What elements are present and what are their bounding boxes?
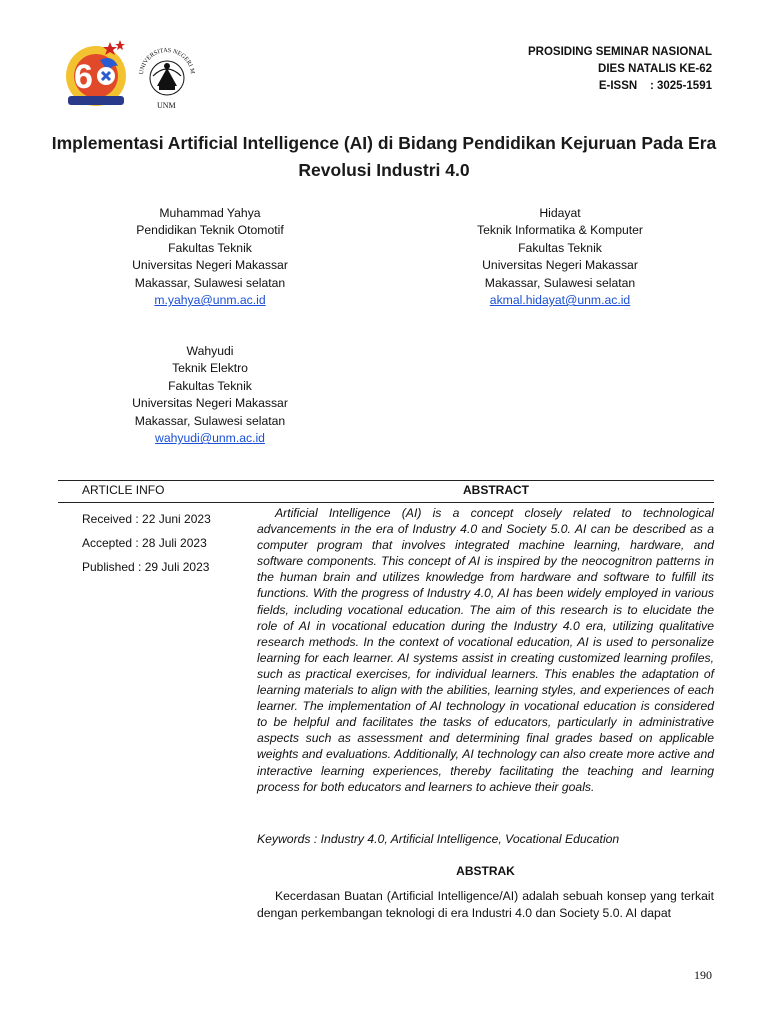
author-location: Makassar, Sulawesi selatan — [134, 413, 286, 428]
author-department: Pendidikan Teknik Otomotif — [136, 223, 284, 238]
abstrak-text: Kecerdasan Buatan (Artificial Intelligence/AI) adalah sebuah konsep yang terkait dengan perkembangan teknologi di era Industri 4.0 dan Society 5.0. AI dapat — [257, 889, 714, 921]
author-faculty: Fakultas Teknik — [168, 378, 252, 393]
author-university: Universitas Negeri Makassar — [132, 258, 288, 273]
author-name: Muhammad Yahya — [159, 206, 261, 220]
published-date: Published : 29 Juli 2023 — [82, 560, 210, 574]
author-email-link[interactable]: m.yahya@unm.ac.id — [154, 293, 266, 308]
author-faculty: Fakultas Teknik — [168, 240, 252, 255]
article-dates — [82, 507, 211, 579]
proceedings-header — [528, 44, 712, 95]
svg-text:6: 6 — [74, 58, 93, 96]
svg-text:UNIVERSITAS NEGERI MAKASSAR: UNIVERSITAS NEGERI M — [137, 46, 196, 75]
author-department: Teknik Elektro — [172, 361, 248, 376]
author-faculty: Fakultas Teknik — [518, 240, 602, 255]
abstrak-heading: ABSTRAK — [456, 864, 515, 878]
author-name: Wahyudi — [186, 344, 234, 358]
unm-seal-logo — [135, 40, 199, 112]
abstract-text: Artificial Intelligence (AI) is a concept closely related to technological advancements in the era of Industry 4.0 and Society 5.0. AI can be described as a computer program that involves integrated machine learning, hardware, and software components. This concept of AI is inspired by the neocognitron patterns in the human brain and utilizes knowledge from hardware and software to fulfill its functions. With the progress of Industry 4.0, AI has been widely employed in various fields, including vocational education. The aim of this research is to elucidate the role of AI in vocational education during the Industry 4.0 era, utilizing qualitative research methods. In the context of vocational education, AI is used to personalize learning for each learner. AI systems assist in creating customized learning profiles, such as practical exercises, for individual learners. This enables the adaptation of learning materials to align with the abilities, learning styles, and experiences of each learner. The implementation of AI technology in vocational education is considered to be helpful and facilitates the tasks of educators, particularly in administrative aspects such as assessment and determining final grades based on applicable weights and evaluations. Additionally, AI technology can also create more active and interactive learning experiences, thereby facilitating the teaching and learning process for both educators and learners to achieve their goals. — [257, 506, 714, 794]
author-university: Universitas Negeri Makassar — [482, 258, 638, 273]
article-info-heading: ARTICLE INFO — [82, 483, 165, 497]
issn-value: : 3025-1591 — [649, 80, 712, 92]
author-block-1 — [110, 205, 310, 309]
divider-mid — [58, 502, 714, 503]
divider-top — [58, 480, 714, 481]
author-name: Hidayat — [539, 206, 581, 220]
author-email-link[interactable]: wahyudi@unm.ac.id — [155, 431, 265, 446]
keywords: Keywords : Industry 4.0, Artificial Intelligence, Vocational Education — [257, 832, 620, 846]
received-date: Received : 22 Juni 2023 — [82, 512, 211, 526]
author-university: Universitas Negeri Makassar — [132, 396, 288, 411]
page-number: 190 — [694, 968, 712, 982]
author-block-2 — [450, 205, 670, 309]
author-location: Makassar, Sulawesi selatan — [134, 275, 286, 290]
proceedings-name: PROSIDING SEMINAR NASIONAL — [527, 46, 712, 58]
accepted-date: Accepted : 28 Juli 2023 — [82, 536, 207, 550]
author-location: Makassar, Sulawesi selatan — [484, 275, 636, 290]
dies-natalis-label: DIES NATALIS KE-62 — [598, 63, 712, 75]
abstract-heading: ABSTRACT — [463, 483, 529, 497]
svg-text:UNM: UNM — [157, 101, 176, 110]
issn-label: E-ISSN — [598, 80, 638, 92]
author-department: Teknik Informatika & Komputer — [477, 223, 643, 238]
dies-natalis-62-logo — [62, 36, 132, 110]
author-block-3 — [110, 343, 310, 447]
author-email-link[interactable]: akmal.hidayat@unm.ac.id — [489, 293, 631, 308]
issn-line — [528, 78, 712, 95]
paper-title: Implementasi Artificial Intelligence (AI) di Bidang Pendidikan Kejuruan Pada Era Revolusi Industri 4.0 — [51, 133, 717, 180]
